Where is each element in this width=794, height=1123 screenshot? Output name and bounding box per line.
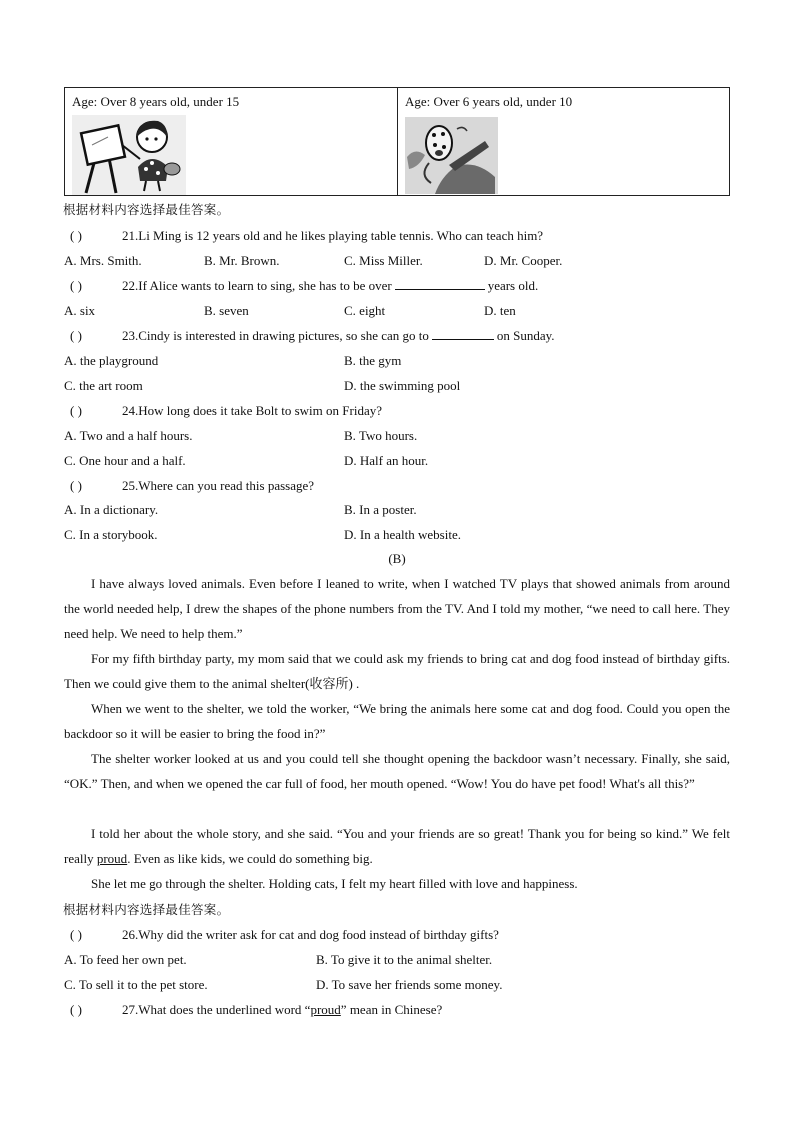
question-stem: 21.Li Ming is 12 years old and he likes playing table tennis. Who can teach him? xyxy=(122,228,544,243)
option-c: C. the art room xyxy=(64,378,143,393)
option-c: C. One hour and a half. xyxy=(64,453,186,468)
option-d: D. To save her friends some money. xyxy=(316,977,503,992)
option-c: C. eight xyxy=(344,303,386,318)
paragraph-text-end: . Even as like kids, we could do something big. xyxy=(127,851,373,866)
age-requirement: Age: Over 8 years old, under 15 xyxy=(72,94,240,109)
option-b: B. the gym xyxy=(344,353,402,368)
question-stem: 25.Where can you read this passage? xyxy=(122,478,315,493)
option-b: B. In a poster. xyxy=(344,502,417,517)
question-stem: 22.If Alice wants to learn to sing, she has to be over xyxy=(122,278,392,293)
answer-paren[interactable]: ( ) xyxy=(70,478,82,493)
option-d: D. In a health website. xyxy=(344,527,461,542)
instruction-text: 根据材料内容选择最佳答案。 xyxy=(63,902,230,917)
option-d: D. the swimming pool xyxy=(344,378,461,393)
question-stem-end: years old. xyxy=(487,278,539,293)
question-stem: 24.How long does it take Bolt to swim on Friday? xyxy=(122,403,382,418)
option-c: C. To sell it to the pet store. xyxy=(64,977,208,992)
question-stem: 26.Why did the writer ask for cat and dog food instead of birthday gifts? xyxy=(122,927,499,942)
passage-paragraph: She let me go through the shelter. Holding cats, I felt my heart filled with love and happiness. xyxy=(91,876,578,891)
activity-table xyxy=(64,87,730,196)
answer-paren[interactable]: ( ) xyxy=(70,1002,82,1017)
answer-paren[interactable]: ( ) xyxy=(70,328,82,343)
question-22 xyxy=(70,277,538,294)
question-stem: 27.What does the underlined word “ xyxy=(122,1002,311,1017)
option-b: B. Mr. Brown. xyxy=(204,253,280,268)
passage-paragraph: The shelter worker looked at us and you could tell she thought opening the backdoor wasn’t necessary. Finally, she said, “OK.” Then, and when we opened the car full of food, her mouth opened. “Wow! You do have pet food! What's all this?” xyxy=(64,751,730,791)
option-b: B. To give it to the animal shelter. xyxy=(316,952,493,967)
table-cell-painting xyxy=(65,88,398,195)
passage-paragraph: For my fifth birthday party, my mom said that we could ask my friends to bring cat and dog food instead of birthday gifts. Then we could give them to the animal shelter(收容所) . xyxy=(64,651,730,691)
answer-paren[interactable]: ( ) xyxy=(70,403,82,418)
underlined-word: proud xyxy=(96,851,128,866)
answer-blank[interactable] xyxy=(432,327,494,340)
option-a: A. To feed her own pet. xyxy=(64,952,187,967)
question-21 xyxy=(70,227,543,244)
option-c: C. Miss Miller. xyxy=(344,253,423,268)
singing-child-illustration xyxy=(405,117,498,194)
option-a: A. Mrs. Smith. xyxy=(64,253,142,268)
option-d: D. ten xyxy=(484,303,516,318)
answer-paren[interactable]: ( ) xyxy=(70,278,82,293)
question-stem: 23.Cindy is interested in drawing pictures, so she can go to xyxy=(122,328,429,343)
underlined-word: proud xyxy=(310,1002,341,1017)
option-d: D. Half an hour. xyxy=(344,453,429,468)
passage-paragraph: I have always loved animals. Even before I leaned to write, when I watched TV plays that showed animals from around the world needed help, I drew the shapes of the phone numbers from the TV. And I told my mother, “we need to call here. They need help. We need to help them.” xyxy=(64,576,730,641)
question-24 xyxy=(70,402,382,419)
age-requirement: Age: Over 6 years old, under 10 xyxy=(405,94,573,109)
option-a: A. In a dictionary. xyxy=(64,502,159,517)
section-heading: (B) xyxy=(388,551,406,566)
option-d: D. Mr. Cooper. xyxy=(484,253,563,268)
table-cell-singing xyxy=(398,88,729,195)
passage-paragraph xyxy=(64,821,730,871)
answer-blank[interactable] xyxy=(395,277,485,290)
paragraph-text: I told her about the whole story, and she said. “You and your friends are so great! Thank you for being so kind.” We felt really xyxy=(64,826,730,866)
question-27 xyxy=(70,1001,442,1018)
option-b: B. seven xyxy=(204,303,249,318)
option-a: A. the playground xyxy=(64,353,159,368)
option-a: A. six xyxy=(64,303,96,318)
option-c: C. In a storybook. xyxy=(64,527,158,542)
painting-child-illustration xyxy=(72,115,186,195)
question-23 xyxy=(70,327,555,344)
answer-paren[interactable]: ( ) xyxy=(70,927,82,942)
instruction-text: 根据材料内容选择最佳答案。 xyxy=(63,202,230,217)
passage-paragraph: When we went to the shelter, we told the worker, “We bring the animals here some cat and dog food. Could you open the backdoor so it will be easier to bring the food in?” xyxy=(64,701,730,741)
answer-paren[interactable]: ( ) xyxy=(70,228,82,243)
option-a: A. Two and a half hours. xyxy=(64,428,193,443)
question-26 xyxy=(70,926,499,943)
question-stem-end: on Sunday. xyxy=(496,328,555,343)
question-stem-end: ” mean in Chinese? xyxy=(340,1002,443,1017)
option-b: B. Two hours. xyxy=(344,428,418,443)
question-25 xyxy=(70,477,314,494)
